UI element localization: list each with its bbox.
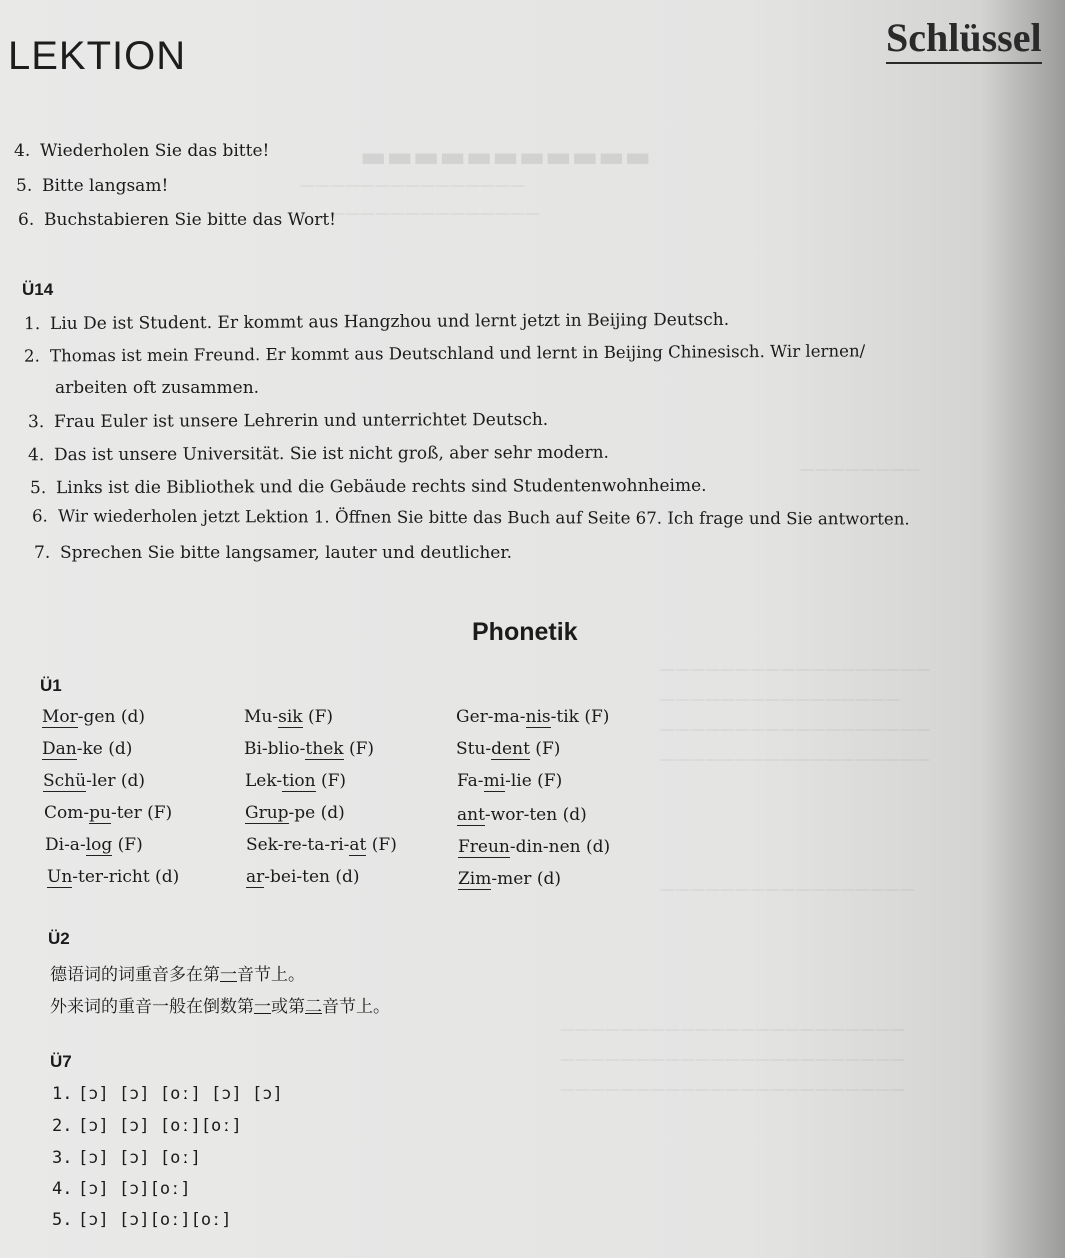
list-item: 5. Bitte langsam! — [16, 176, 169, 196]
list-item: 2. Thomas ist mein Freund. Er kommt aus Deutschland und lernt in Beijing Chinesisch. Wir lernen/ — [23, 341, 866, 366]
syllable-word: Grup-pe (d) — [245, 803, 345, 823]
list-item: 1. Liu De ist Student. Er kommt aus Hangzhou und lernt jetzt in Beijing Deutsch. — [23, 309, 730, 335]
section-title-phonetik: Phonetik — [472, 618, 578, 646]
page: ▬▬▬▬▬▬▬▬▬▬▬ ——————————————— —————————————— ———————— —————————————————— ———————————————— —————————————————— —————————————————— ————————————————— ——————————————————————— ——————————————————————— ——————————————————————— LEKTION Schlüssel 4. Wiederholen Sie das bitte! 5. Bitte langsam! 6. Buchstabieren Sie bitte das Wort! Ü14 1. Liu De ist Student. Er kommt aus Hangzhou und lernt jetzt in Beijing Deutsch. 2. Thomas ist mein Freund. Er kommt aus Deutschland und lernt in Beijing Chinesisch. Wir lernen/ arbeiten oft zusammen. 3. Frau Euler ist unsere Lehrerin und unterrichtet Deutsch. 4. Das ist unsere Universität. Sie ist nicht groß, aber sehr modern. 5. Links ist die Bibliothek und die Gebäude rechts sind Studentenwohnheime. 6. Wir wiederholen jetzt Lektion 1. Öffnen Sie bitte das Buch auf Seite 67. Ich frage und Sie antworten. 7. Sprechen Sie bitte langsamer, lauter und deutlicher. Phonetik Ü1 Mor-gen (d) Dan-ke (d) Schü-ler (d) Com-pu-ter (F) Di-a-log (F) Un-ter-richt (d) Mu-sik (F) Bi-blio-thek (F) Lek-tion (F) Grup-pe (d) Sek-re-ta-ri-at (F) ar-bei-ten (d) Ger-ma-nis-tik (F) Stu-dent (F) Fa-mi-lie (F) ant-wor-ten (d) Freun-din-nen (d) Zim-mer (d) Ü2 德语词的词重音多在第一音节上。 外来词的重音一般在倒数第一或第二音节上。 Ü7 1. [ɔ] [ɔ] [oː] [ɔ] [ɔ] 2. [ɔ] [ɔ] [oː][oː] 3. [ɔ] [ɔ] [oː] 4. [ɔ] [ɔ][oː] 5. [ɔ] [ɔ][oː][oː] — [0, 0, 1065, 1258]
list-item: 1. [ɔ] [ɔ] [oː] [ɔ] [ɔ] — [52, 1084, 283, 1104]
list-item: 4. Das ist unsere Universität. Sie ist nicht groß, aber sehr modern. — [27, 442, 609, 466]
list-item: 3. [ɔ] [ɔ] [oː] — [52, 1148, 201, 1168]
list-item: 2. [ɔ] [ɔ] [oː][oː] — [52, 1116, 242, 1136]
syllable-word: ant-wor-ten (d) — [457, 805, 587, 825]
syllable-word: Zim-mer (d) — [458, 869, 561, 889]
exercise-heading-u2: Ü2 — [48, 929, 70, 948]
list-item: 6. Wir wiederholen jetzt Lektion 1. Öffnen Sie bitte das Buch auf Seite 67. Ich frage und Sie antworten. — [31, 506, 910, 529]
exercise-heading-u7: Ü7 — [50, 1052, 72, 1071]
syllable-word: Stu-dent (F) — [456, 739, 561, 759]
rule-line: 外来词的重音一般在倒数第一或第二音节上。 — [50, 997, 390, 1017]
syllable-word: Lek-tion (F) — [245, 771, 347, 791]
syllable-word: Sek-re-ta-ri-at (F) — [246, 835, 397, 855]
list-item: 5. [ɔ] [ɔ][oː][oː] — [52, 1210, 232, 1230]
syllable-word: ar-bei-ten (d) — [246, 867, 360, 887]
exercise-heading-u14: Ü14 — [22, 280, 54, 299]
syllable-word: Mu-sik (F) — [244, 707, 334, 727]
syllable-word: Mor-gen (d) — [42, 707, 145, 727]
list-item: 7. Sprechen Sie bitte langsamer, lauter und deutlicher. — [34, 543, 513, 563]
key-label: Schlüssel — [886, 14, 1042, 64]
syllable-word: Com-pu-ter (F) — [44, 803, 173, 823]
list-item: 6. Buchstabieren Sie bitte das Wort! — [18, 210, 337, 230]
syllable-word: Schü-ler (d) — [43, 771, 145, 791]
rule-line: 德语词的词重音多在第一音节上。 — [50, 965, 305, 985]
list-item: 3. Frau Euler ist unsere Lehrerin und unterrichtet Deutsch. — [27, 409, 549, 433]
syllable-word: Dan-ke (d) — [42, 739, 133, 759]
list-item: 4. Wiederholen Sie das bitte! — [14, 141, 270, 161]
list-item: 4. [ɔ] [ɔ][oː] — [52, 1179, 191, 1199]
syllable-word: Bi-blio-thek (F) — [244, 739, 375, 759]
exercise-heading-u1: Ü1 — [40, 676, 62, 695]
syllable-word: Di-a-log (F) — [45, 835, 143, 855]
section-label: LEKTION — [8, 34, 187, 78]
syllable-word: Fa-mi-lie (F) — [457, 771, 563, 791]
list-item: 5. Links ist die Bibliothek und die Gebäude rechts sind Studentenwohnheime. — [29, 475, 707, 499]
syllable-word: Ger-ma-nis-tik (F) — [456, 707, 610, 727]
list-item-continuation: arbeiten oft zusammen. — [55, 378, 260, 398]
syllable-word: Un-ter-richt (d) — [47, 867, 180, 887]
syllable-word: Freun-din-nen (d) — [458, 837, 611, 857]
